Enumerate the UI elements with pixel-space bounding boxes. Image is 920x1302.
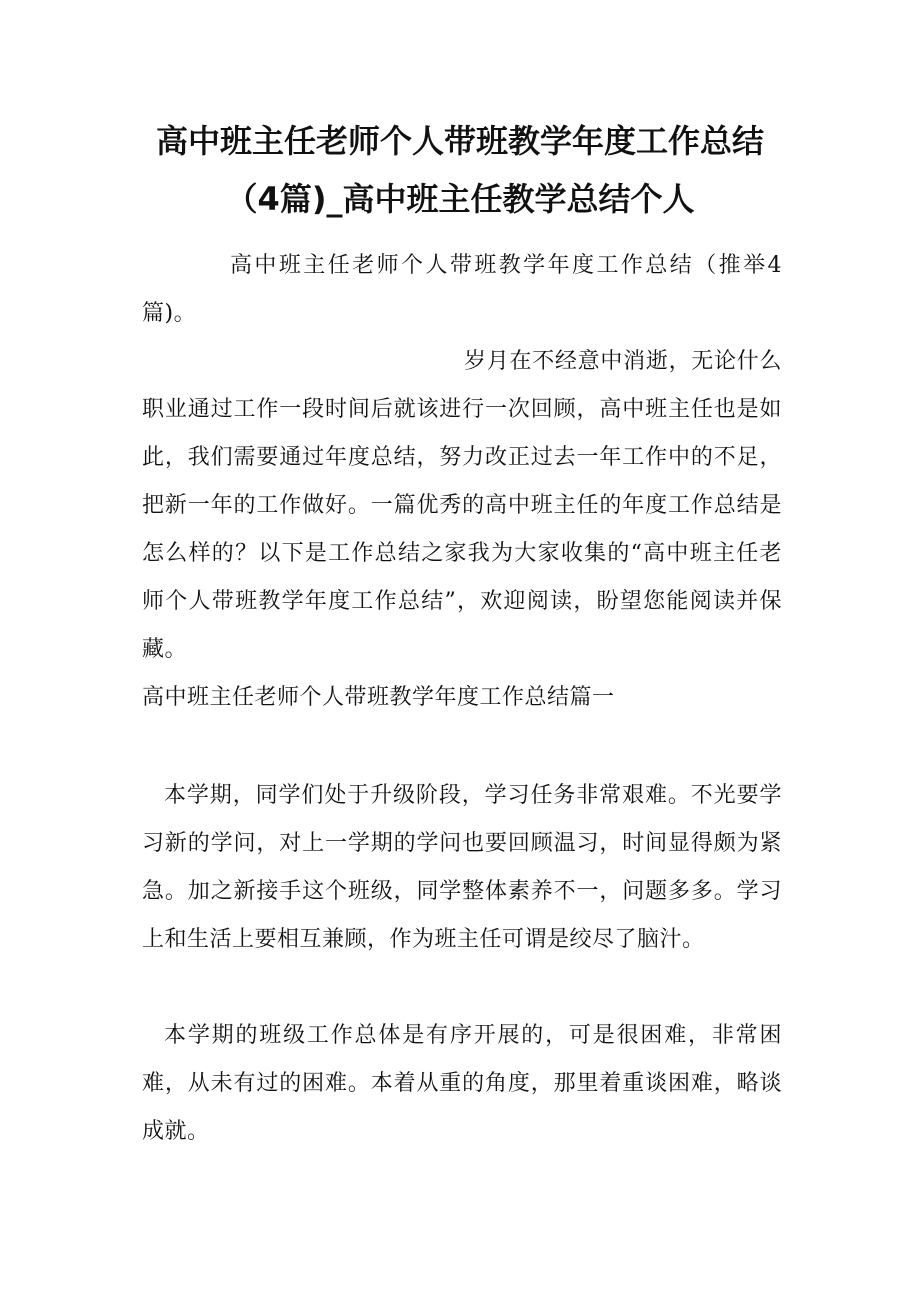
body-paragraph-1: 本学期，同学们处于升级阶段，学习任务非常艰难。不光要学习新的学问，对上一学期的学问也要回顾温习，时间显得颇为紧急。加之新接手这个班级，同学整体素养不一，问题多多。学习上和生活上要相互兼顾，作为班主任可谓是绞尽了脑汁。 [142,783,782,952]
lead-paragraph: 岁月在不经意中消逝，无论什么职业通过工作一段时间后就该进行一次回顾，高中班主任也是如此，我们需要通过年度总结，努力改正过去一年工作中的不足，把新一年的工作做好。一篇优秀的高中班主任的年度工作总结是怎么样的？以下是工作总结之家我为大家收集的“高中班主任老师个人带班教学年度工作总结”，欢迎阅读，盼望您能阅读并保藏。 [142,349,782,662]
section-heading: 高中班主任老师个人带班教学年度工作总结篇一 [142,685,615,710]
document-title: 高中班主任老师个人带班教学年度工作总结（4篇)_高中班主任教学总结个人 [155,122,764,218]
body-paragraph-2: 本学期的班级工作总体是有序开展的，可是很困难，非常困难，从未有过的困难。本着从重的角度，那里着重谈困难，略谈成就。 [142,1023,782,1144]
intro-paragraph: 高中班主任老师个人带班教学年度工作总结（推举4篇)。 [142,253,782,326]
